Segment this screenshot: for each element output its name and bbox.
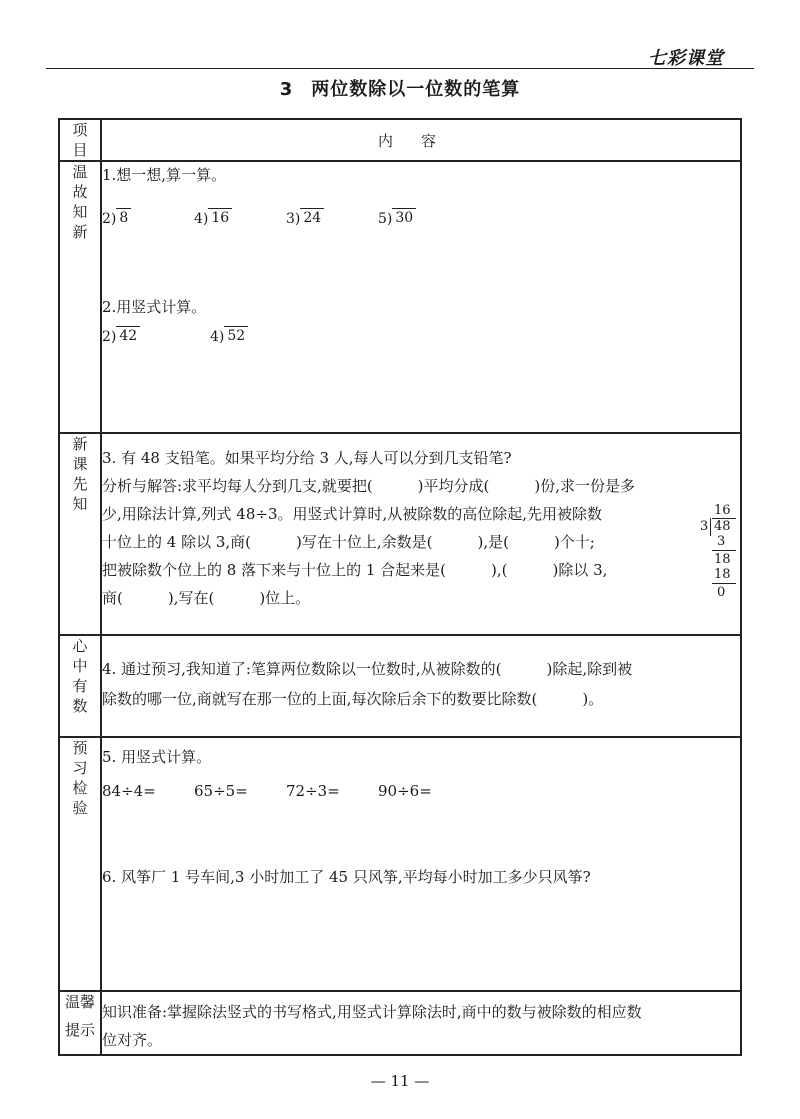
label-char: 知: [72, 495, 88, 513]
division-bracket: 4 ) 52: [210, 324, 318, 350]
divisor: 2: [102, 211, 111, 227]
review-label: [59, 161, 101, 433]
analysis-line: 分析与解答:求平均每人分到几支,就要把( )平均分成( )份,求一份是多: [102, 477, 636, 495]
divisor: 3: [286, 211, 295, 227]
brand-logo: [648, 44, 748, 70]
divisor: 4: [210, 329, 219, 345]
label-char: 验: [72, 799, 88, 817]
label-char: 温馨: [64, 993, 95, 1011]
division-bracket: 4 ) 16: [194, 206, 286, 232]
label-char: 课: [72, 455, 88, 473]
page-title: [0, 75, 800, 101]
equation-row: [102, 778, 740, 804]
label-char: 提示: [64, 1021, 95, 1039]
tip-line: 知识准备:掌握除法竖式的书写格式,用竖式计算除法时,商中的数与被除数的相应数: [102, 1003, 642, 1021]
tip-line: 位对齐。: [102, 1031, 163, 1049]
division-bracket-line: [710, 518, 711, 536]
dividend: 24: [300, 208, 324, 227]
new-lesson-label: [59, 433, 101, 635]
summary-row: [59, 635, 741, 737]
label-char: 新: [72, 223, 88, 241]
question-2: 2.用竖式计算。: [102, 298, 207, 316]
summary-label: [59, 635, 101, 737]
label-char: 数: [72, 697, 88, 715]
label-char: 先: [72, 475, 88, 493]
check-row: [59, 737, 741, 991]
label-char: 心: [72, 637, 88, 655]
check-content: [101, 737, 741, 991]
question-6: 6. 风筝厂 1 号车间,3 小时加工了 45 只风筝,平均每小时加工多少只风筝?: [102, 868, 591, 886]
brand-text: 七彩课堂: [648, 48, 724, 69]
header-item-char: 项: [72, 121, 88, 139]
header-item-cell: [59, 119, 101, 161]
check-label: [59, 737, 101, 991]
dividend: 8: [116, 208, 131, 227]
equation: 84÷4=: [102, 782, 156, 800]
label-char: 故: [72, 183, 88, 201]
bring-down: 18: [714, 552, 731, 567]
analysis-line: 十位上的 4 除以 3,商( )写在十位上,余数是( ),是( )个十;: [102, 533, 595, 551]
q2-division-row: [102, 324, 740, 350]
subtract-step: 3: [717, 534, 726, 549]
analysis-line: 把被除数个位上的 8 落下来与十位上的 1 合起来是( ),( )除以 3,: [102, 561, 608, 579]
label-char: 知: [72, 203, 88, 221]
dividend: 16: [208, 208, 232, 227]
summary-content: [101, 635, 741, 737]
tip-row: [59, 991, 741, 1055]
quotient: 16: [714, 503, 731, 518]
summary-line: 除数的哪一位,商就写在那一位的上面,每次除后余下的数要比除数( )。: [102, 690, 604, 708]
division-bracket: 2 ) 8: [102, 206, 194, 232]
dividend: 30: [392, 208, 416, 227]
step-line: [712, 550, 736, 551]
tip-label: [59, 991, 101, 1055]
divisor: 5: [378, 211, 387, 227]
dividend: 52: [224, 326, 248, 345]
dividend: 48: [714, 519, 731, 534]
divisor: 4: [194, 211, 203, 227]
table-header-row: [59, 119, 741, 161]
label-char: 新: [72, 435, 88, 453]
equation: 65÷5=: [194, 782, 248, 800]
lesson-title: 两位数除以一位数的笔算: [311, 79, 521, 100]
division-bracket: 5 ) 30: [378, 206, 470, 232]
header-item-char: 目: [72, 141, 88, 159]
subtract-step: 18: [714, 567, 731, 582]
analysis-line: 商( ),写在( )位上。: [102, 589, 311, 607]
remainder: 0: [717, 585, 726, 600]
analysis-line: 少,用除法计算,列式 48÷3。用竖式计算时,从被除数的高位除起,先用被除数: [102, 505, 603, 523]
dividend: 42: [116, 326, 140, 345]
label-char: 温: [72, 163, 88, 181]
worksheet-table: [58, 118, 742, 1056]
summary-line: 4. 通过预习,我知道了:笔算两位数除以一位数时,从被除数的( )除起,除到被: [102, 660, 633, 678]
equation: 90÷6=: [378, 782, 432, 800]
label-char: 习: [72, 759, 88, 777]
page-number: — 11 —: [370, 1072, 430, 1090]
review-row: [59, 161, 741, 433]
label-char: 检: [72, 779, 88, 797]
divisor: 3: [700, 519, 709, 534]
question-3: 3. 有 48 支铅笔。如果平均分给 3 人,每人可以分到几支铅笔?: [102, 449, 512, 467]
division-bracket: 2 ) 42: [102, 324, 210, 350]
new-lesson-content: [101, 433, 741, 635]
step-line: [712, 583, 736, 584]
header-rule: [46, 68, 754, 69]
header-content-cell: 内容: [101, 119, 741, 161]
label-char: 预: [72, 739, 88, 757]
review-content: [101, 161, 741, 433]
lesson-number: 3: [279, 79, 294, 100]
tip-content: [101, 991, 741, 1055]
equation: 72÷3=: [286, 782, 340, 800]
question-1: 1.想一想,算一算。: [102, 166, 227, 184]
label-char: 有: [72, 677, 88, 695]
label-char: 中: [72, 657, 88, 675]
division-bracket: 3 ) 24: [286, 206, 378, 232]
divisor: 2: [102, 329, 111, 345]
question-5: 5. 用竖式计算。: [102, 748, 212, 766]
new-lesson-row: [59, 433, 741, 635]
q1-division-row: [102, 206, 740, 232]
